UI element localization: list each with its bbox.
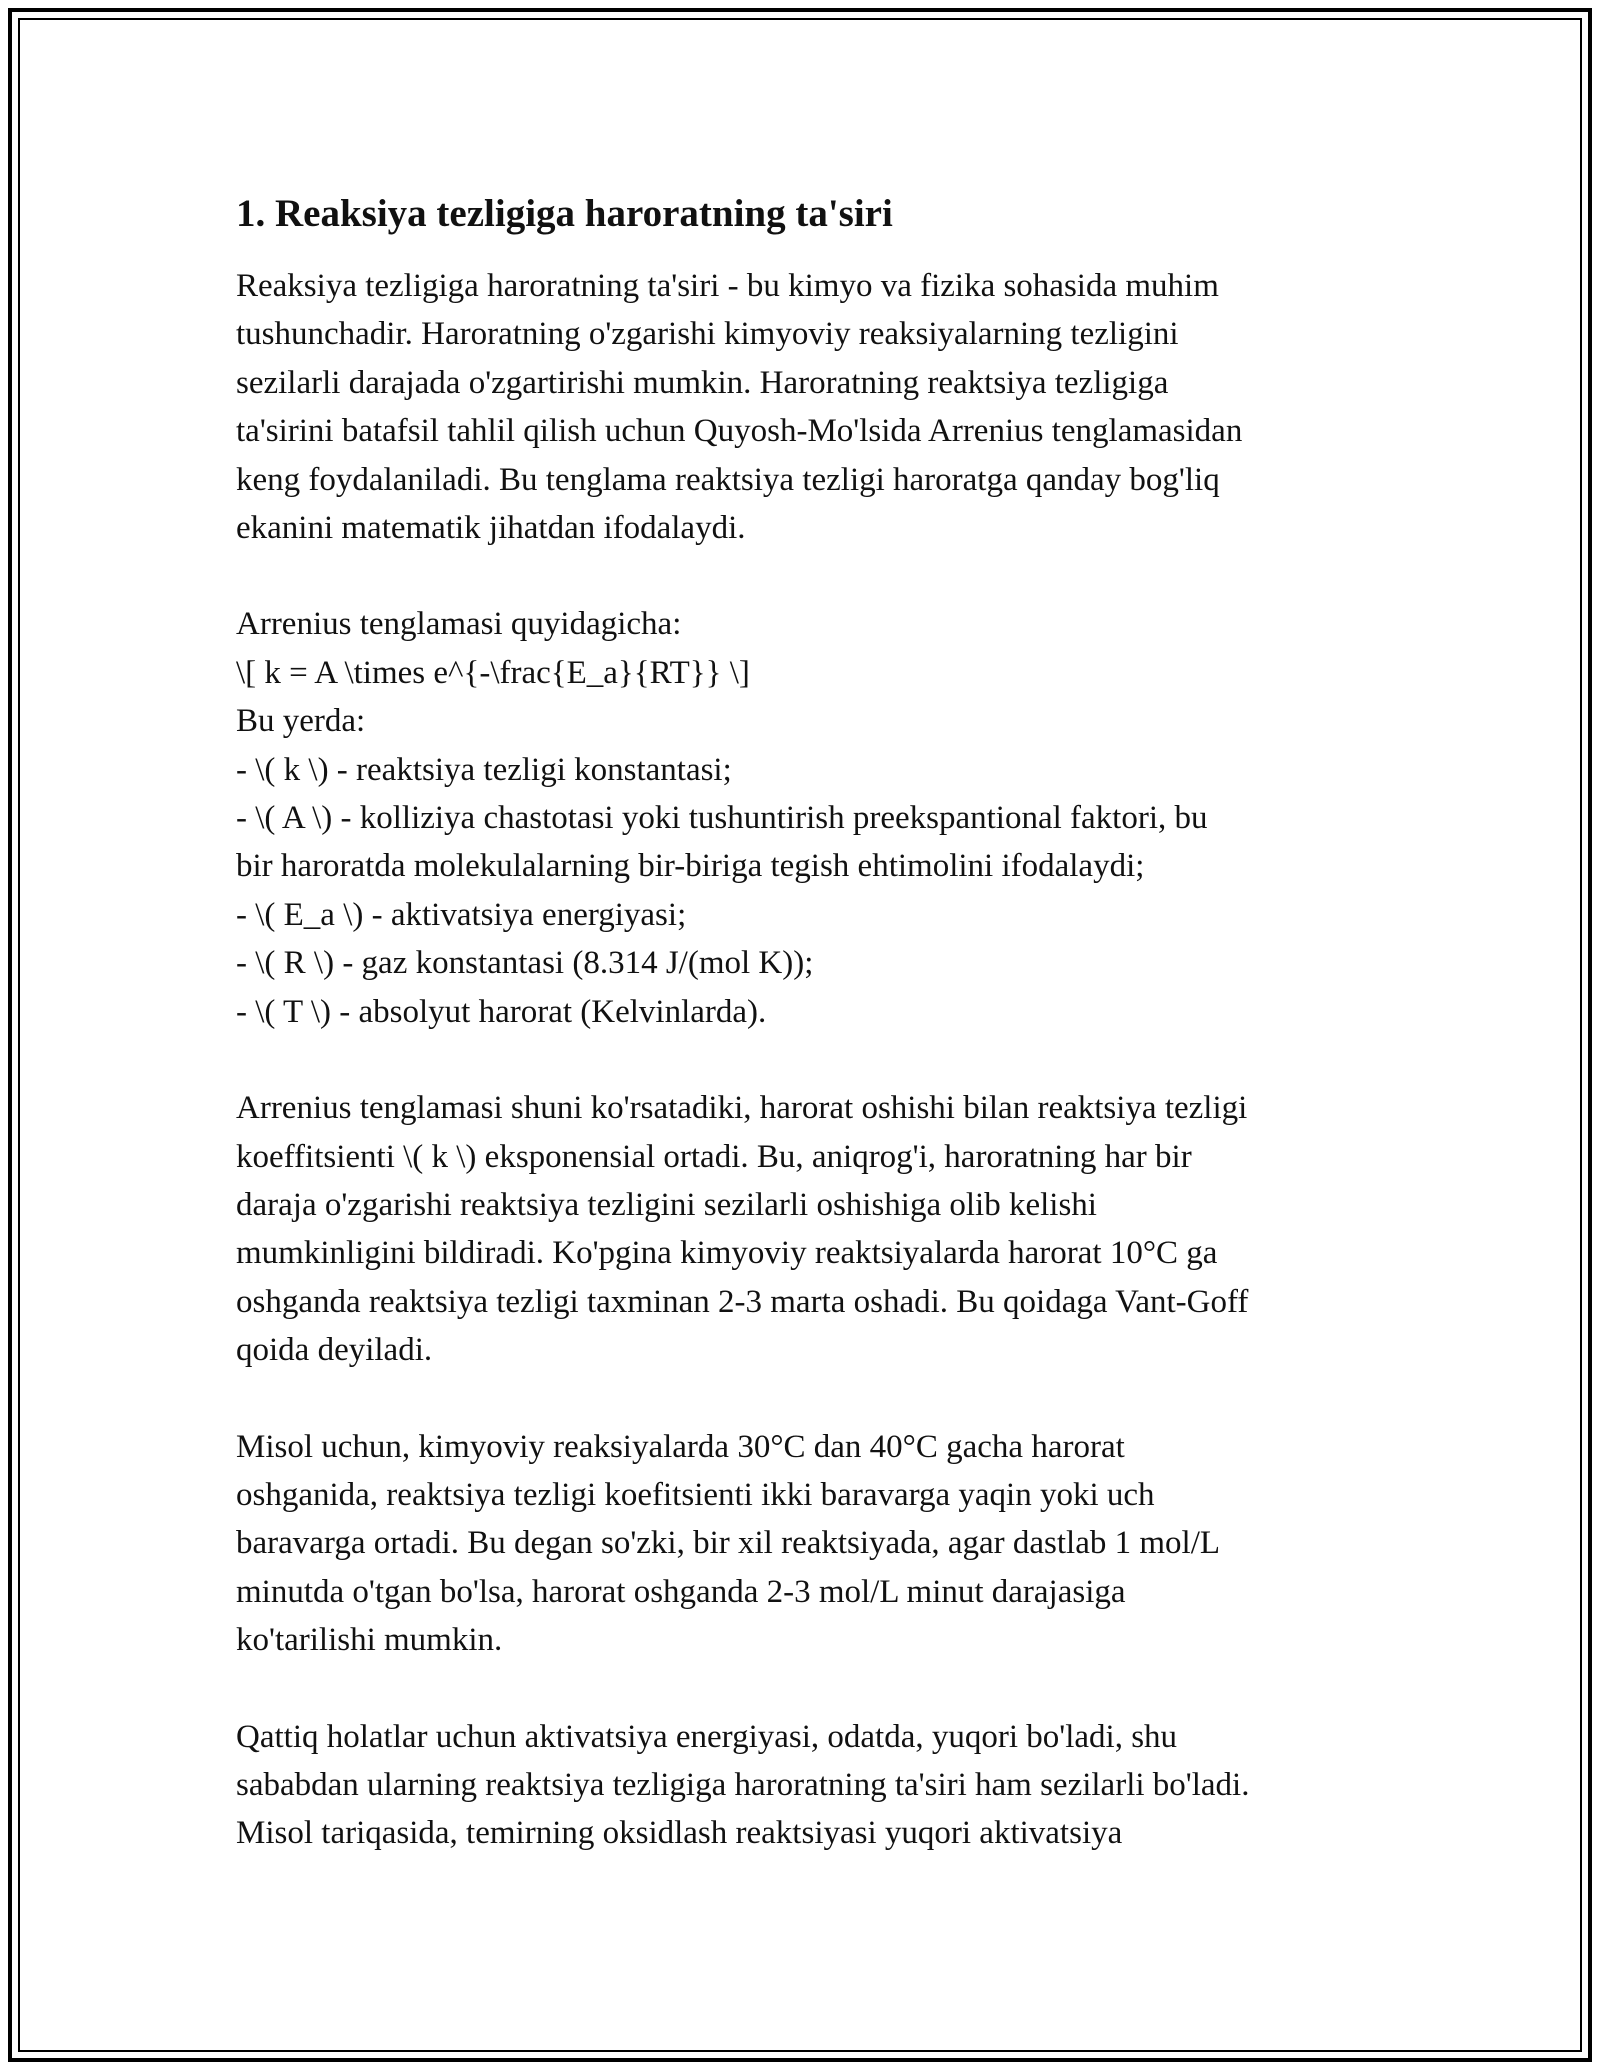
section-heading: 1. Reaksiya tezligiga haroratning ta'siri	[236, 192, 893, 235]
paragraph-solid-states: Qattiq holatlar uchun aktivatsiya energiyasi, odatda, yuqori bo'ladi, shu sababdan ularning reaktsiya tezligiga haroratning ta'siri ham sezilarli bo'ladi. Misol tariqasida, temirning oksidlash reaktsiyasi yuqori aktivatsiya	[236, 1718, 1250, 1852]
paragraph-intro: Reaksiya tezligiga haroratning ta'siri - bu kimyo va fizika sohasida muhim tushunchadir. Haroratning o'zgarishi kimyoviy reaksiyalarning tezligini sezilarli darajada o'zgartirishi mumkin. Haroratning reaktsiya tezligiga ta'sirini batafsil tahlil qilish uchun Quyosh-Mo'lsida Arrenius tenglamasidan keng foydalaniladi. Bu tenglama reaktsiya tezligi haroratga qanday bog'liq ekanini matematik jihatdan ifodalaydi.	[236, 268, 1243, 547]
paragraph-example: Misol uchun, kimyoviy reaksiyalarda 30°C dan 40°C gacha harorat oshganida, reaktsiya tezligi koefitsienti ikki baravarga yaqin yoki uch baravarga ortadi. Bu degan so'zki, bir xil reaktsiyada, agar dastlab 1 mol/L minutda o'tgan bo'lsa, harorat oshganda 2-3 mol/L minut darajasiga ko'tarilishi mumkin.	[236, 1428, 1221, 1659]
document-body	[236, 186, 1376, 1858]
paragraph-arrhenius-explanation: Arrenius tenglamasi shuni ko'rsatadiki, harorat oshishi bilan reaktsiya tezligi koeffitsienti \( k \) eksponensial ortadi. Bu, aniqrog'i, haroratning har bir daraja o'zgarishi reaktsiya tezligini sezilarli oshishiga olib kelishi mumkinligini bildiradi. Ko'pgina kimyoviy reaktsiyalarda harorat 10°C ga oshganda reaktsiya tezligi taxminan 2-3 marta oshadi. Bu qoidaga Vant-Goff qoida deyiladi.	[236, 1090, 1249, 1369]
paragraph-arrhenius-equation: Arrenius tenglamasi quyidagicha: \[ k = A \times e^{-\frac{E_a}{RT}} \] Bu yerda: - \( k \) - reaktsiya tezligi konstantasi; - \( A \) - kolliziya chastotasi yoki tushuntirish preekspantional faktori, bu bir haroratda molekulalarning bir-biriga tegish ehtimolini ifodalaydi; - \( E_a \) - aktivatsiya energiyasi; - \( R \) - gaz konstantasi (8.314 J/(mol K)); - \( T \) - absolyut harorat (Kelvinlarda).	[236, 606, 1208, 1030]
